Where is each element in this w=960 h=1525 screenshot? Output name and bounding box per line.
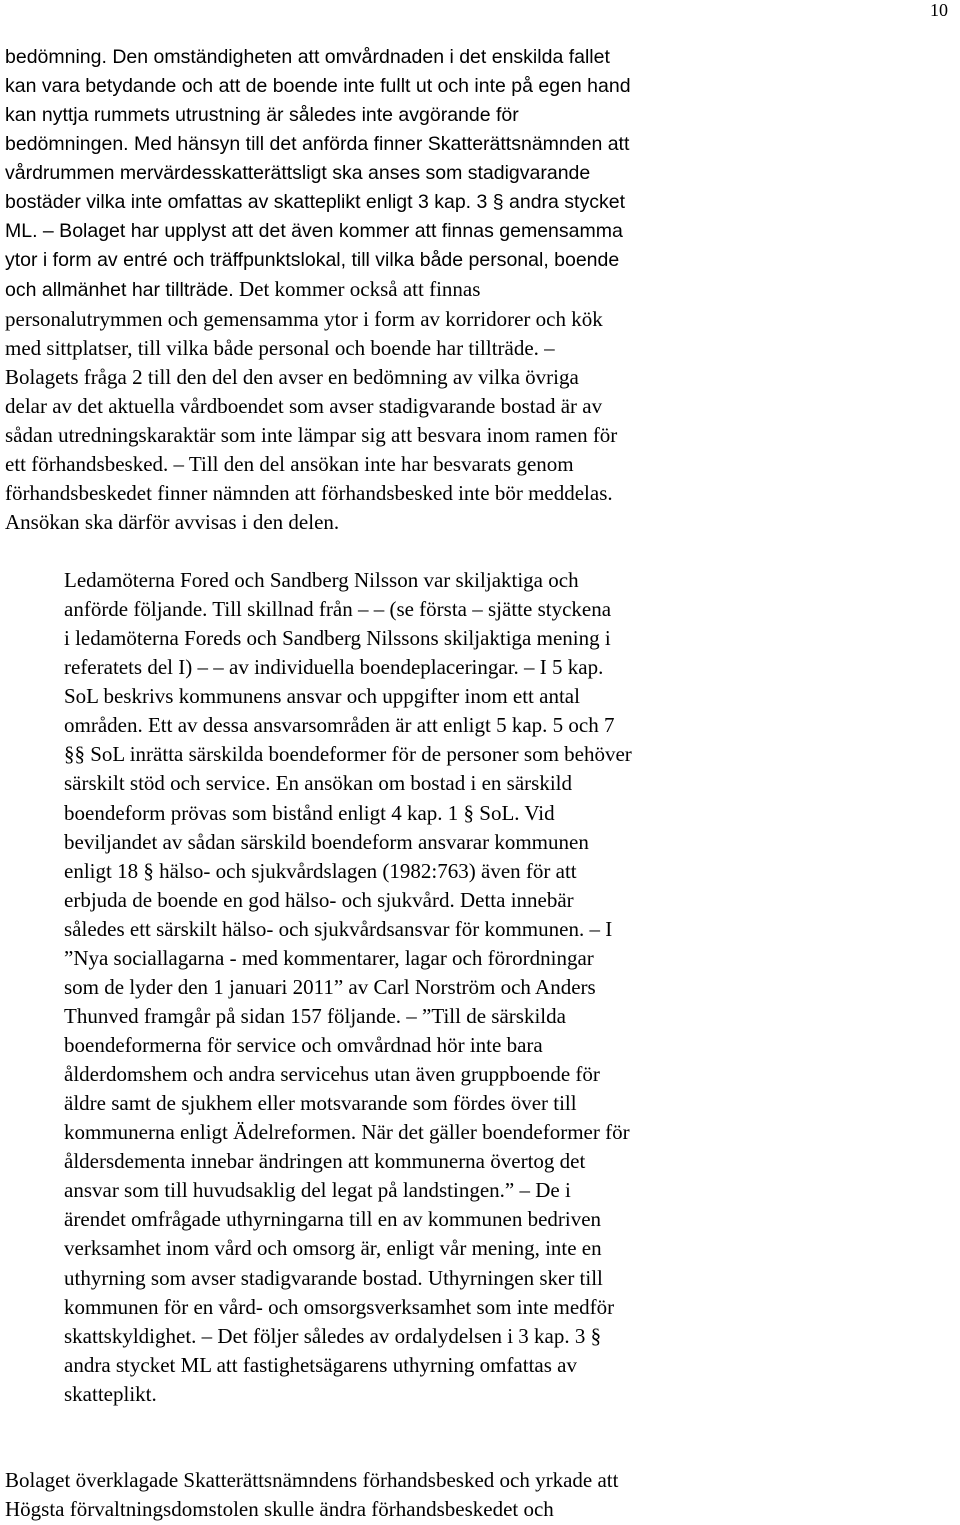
text-line: i ledamöterna Foreds och Sandberg Nilssons skiljaktiga mening i xyxy=(64,626,611,651)
text-line: SoL beskrivs kommunens ansvar och uppgifter inom ett antal xyxy=(64,684,580,709)
text-line: ett förhandsbesked. – Till den del ansökan inte har besvarats genom xyxy=(5,452,574,476)
text-line: Ledamöterna Fored och Sandberg Nilsson var skiljaktiga och xyxy=(64,568,579,592)
text-line: enligt 18 § hälso- och sjukvårdslagen (1982:763) även för att xyxy=(64,858,577,883)
text-line: ytor i form av entré och träffpunktslokal, till vilka både personal, boende xyxy=(5,249,620,271)
text-line: ärendet omfrågade uthyrningarna till en av kommunen bedriven xyxy=(64,1207,602,1232)
text-segment: och allmänhet har tillträde. xyxy=(5,279,234,301)
text-line: uthyrning som avser stadigvarande bostad. Uthyrningen sker till xyxy=(64,1265,603,1290)
text-line: referatets del I) – – av individuella boendeplaceringar. – I 5 kap. xyxy=(64,655,604,680)
text-line: boendeform prövas som bistånd enligt 4 kap. 1 § SoL. Vid xyxy=(64,800,555,825)
text-line: verksamhet inom vård och omsorg är, enligt vår mening, inte en xyxy=(64,1236,602,1261)
text-line: boendeformerna för service och omvårdnad hör inte bara xyxy=(64,1033,543,1057)
text-line: beviljandet av sådan särskild boendeform ansvarar kommunen xyxy=(64,829,589,854)
text-line: andra stycket ML att fastighetsägarens uthyrning omfattas av xyxy=(64,1352,577,1377)
opinion-paragraph xyxy=(5,43,631,537)
appeal-paragraph xyxy=(5,1466,618,1524)
text-line: kan vara betydande och att de boende inte fullt ut och inte på egen hand xyxy=(5,75,631,97)
text-line: Ansökan ska därför avvisas i den delen. xyxy=(5,510,340,534)
text-line: sådan utredningskaraktär som inte lämpar sig att besvara inom ramen för xyxy=(5,423,618,447)
text-line: Thunved framgår på sidan 157 följande. – ”Till de särskilda xyxy=(64,1003,566,1028)
text-line: erbjuda de boende en god hälso- och sjukvård. Detta innebär xyxy=(64,887,574,912)
dissenting-opinion-paragraph xyxy=(64,566,632,1409)
text-line: förhandsbeskedet finner nämnden att förhandsbesked inte bör meddelas. xyxy=(5,481,613,505)
text-line: skatteplikt. xyxy=(64,1381,157,1406)
text-line: ålderdomshem och andra servicehus utan även gruppboende för xyxy=(64,1062,600,1087)
text-line: således ett särskilt hälso- och sjukvårdsansvar för kommunen. – I xyxy=(64,916,613,941)
text-line: vårdrummen mervärdesskatterättsligt ska anses som stadigvarande xyxy=(5,162,591,184)
text-line: med sittplatser, till vilka både personal och boende har tillträde. – xyxy=(5,336,555,360)
page-number: 10 xyxy=(930,0,948,20)
text-line: områden. Ett av dessa ansvarsområden är att enligt 5 kap. 5 och 7 xyxy=(64,713,615,738)
text-line: som de lyder den 1 januari 2011” av Carl Norström och Anders xyxy=(64,974,596,999)
text-line xyxy=(5,275,631,305)
text-line: kan nyttja rummets utrustning är således inte avgörande för xyxy=(5,104,519,126)
text-line: kommunerna enligt Ädelreformen. När det gäller boendeformer för xyxy=(64,1120,630,1145)
text-line: åldersdementa innebar ändringen att kommunerna övertog det xyxy=(64,1149,586,1174)
text-line: bedömning. Den omständigheten att omvårdnaden i det enskilda fallet xyxy=(5,46,610,68)
text-line: äldre samt de sjukhem eller motsvarande som fördes över till xyxy=(64,1091,577,1116)
text-line: delar av det aktuella vårdboendet som avser stadigvarande bostad är av xyxy=(5,394,603,418)
text-line: ”Nya sociallagarna - med kommentarer, lagar och förordningar xyxy=(64,945,594,970)
text-line: Bolagets fråga 2 till den del den avser en bedömning av vilka övriga xyxy=(5,365,579,389)
text-line: bostäder vilka inte omfattas av skatteplikt enligt 3 kap. 3 § andra stycket xyxy=(5,191,625,213)
text-line: kommunen för en vård- och omsorgsverksamhet som inte medför xyxy=(64,1294,615,1319)
text-line: ML. – Bolaget har upplyst att det även kommer att finnas gemensamma xyxy=(5,220,623,242)
text-line: bedömningen. Med hänsyn till det anförda finner Skatterättsnämnden att xyxy=(5,133,630,155)
text-line: anförde följande. Till skillnad från – – (se första – sjätte styckena xyxy=(64,597,612,622)
text-line: §§ SoL inrätta särskilda boendeformer för de personer som behöver xyxy=(64,742,632,767)
text-line: Bolaget överklagade Skatterättsnämndens förhandsbesked och yrkade att xyxy=(5,1468,619,1492)
text-segment: Det kommer också att finnas xyxy=(233,277,481,301)
text-line: skattskyldighet. – Det följer således av ordalydelsen i 3 kap. 3 § xyxy=(64,1323,602,1348)
text-line: personalutrymmen och gemensamma ytor i form av korridorer och kök xyxy=(5,307,603,331)
text-line: Högsta förvaltningsdomstolen skulle ändra förhandsbeskedet och xyxy=(5,1497,554,1521)
text-line: särskilt stöd och service. En ansökan om bostad i en särskild xyxy=(64,771,572,796)
text-line: ansvar som till huvudsaklig del legat på landstingen.” – De i xyxy=(64,1178,571,1203)
